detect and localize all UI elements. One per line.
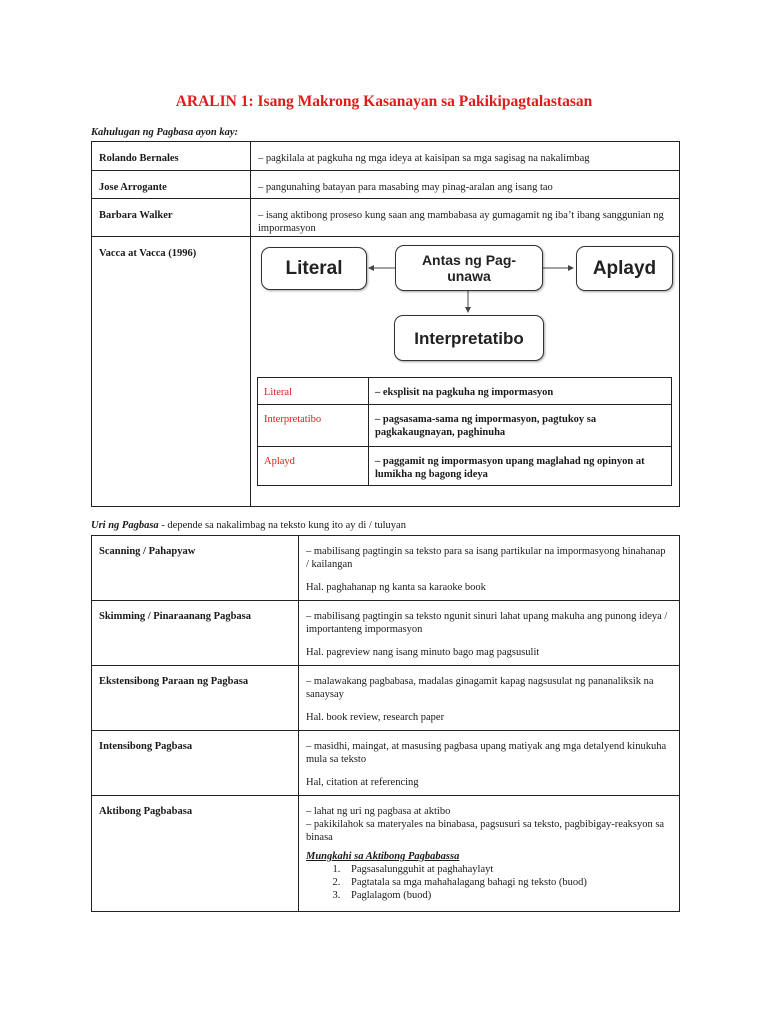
reading-type-name: Skimming / Pinaraanang Pagbasa	[92, 601, 299, 666]
list-item: 3. Paglalagom (buod)	[343, 889, 671, 902]
diagram-box-center: Antas ng Pag-unawa	[395, 245, 543, 291]
table-row	[92, 796, 680, 912]
reading-type-desc	[299, 666, 680, 731]
description: – malawakang pagbabasa, madalas ginagamit kapag nagsusulat ng pananaliksik na sanaysay	[306, 676, 654, 700]
example: Hal, citation at referencing	[306, 777, 419, 788]
table-row	[92, 142, 680, 171]
description-line-1: – lahat ng uri ng pagbasa at aktibo	[306, 806, 451, 817]
section1-caption: Kahulugan ng Pagbasa ayon kay:	[91, 127, 239, 138]
level-desc: – pagsasama-sama ng impormasyon, pagtukoy sa pagkakaugnayan, paghinuha	[369, 405, 672, 447]
table-row	[92, 731, 680, 796]
reading-type-desc	[299, 536, 680, 601]
reading-types-table	[91, 535, 680, 912]
table-row	[92, 199, 680, 237]
list-item: 2. Pagtatala sa mga mahahalagang bahagi ng teksto (buod)	[343, 876, 671, 889]
reading-type-name: Ekstensibong Paraan ng Pagbasa	[92, 666, 299, 731]
definition-text: – isang aktibong proseso kung saan ang mambabasa ay gumagamit ng iba’t ibang sanggunian ng impormasyon	[251, 199, 680, 237]
level-label: Literal	[258, 378, 369, 405]
section2-caption-rest: - depende sa nakalimbag na teksto kung ito ay di / tuluyan	[158, 520, 406, 531]
definition-text: – pagkilala at pagkuha ng mga ideya at kaisipan sa mga sagisag na nakalimbag	[251, 142, 680, 171]
table-row	[258, 378, 672, 405]
definitions-table	[91, 141, 680, 507]
diagram-cell	[251, 237, 680, 507]
comprehension-diagram	[251, 237, 679, 487]
author-name: Barbara Walker	[92, 199, 251, 237]
description: – mabilisang pagtingin sa teksto para sa isang partikular na impormasyong hinahanap / kailangan	[306, 546, 666, 570]
level-desc: – eksplisit na pagkuha ng impormasyon	[369, 378, 672, 405]
reading-type-name: Scanning / Pahapyaw	[92, 536, 299, 601]
example: Hal. pagreview nang isang minuto bago mag pagsusulit	[306, 647, 540, 658]
reading-type-desc	[299, 601, 680, 666]
description: – masidhi, maingat, at masusing pagbasa upang matiyak ang mga detalyend kinukuha mula sa teksto	[306, 741, 667, 765]
reading-type-desc	[299, 731, 680, 796]
suggestions-list	[306, 863, 671, 902]
description-line-2: – pakikilahok sa materyales na binabasa, pagsusuri sa teksto, pagbibigay-reaksyon sa binasa	[306, 819, 665, 843]
example: Hal. paghahanap ng kanta sa karaoke book	[306, 582, 486, 593]
table-row	[92, 601, 680, 666]
diagram-box-interpretatibo: Interpretatibo	[394, 315, 544, 361]
diagram-box-aplayd: Aplayd	[576, 246, 673, 291]
description: – mabilisang pagtingin sa teksto ngunit sinuri lahat upang makuha ang punong ideya / importanteng impormasyon	[306, 611, 668, 635]
table-row	[92, 666, 680, 731]
level-label: Interpretatibo	[258, 405, 369, 447]
table-row	[92, 536, 680, 601]
level-desc: – paggamit ng impormasyon upang maglahad ng opinyon at lumikha ng bagong ideya	[369, 447, 672, 486]
author-name: Vacca at Vacca (1996)	[92, 237, 251, 507]
list-item: 1. Pagsasalungguhit at paghahaylayt	[343, 863, 671, 876]
reading-type-name: Aktibong Pagbabasa	[92, 796, 299, 912]
author-name: Jose Arrogante	[92, 171, 251, 199]
definition-text: – pangunahing batayan para masabing may pinag-aralan ang isang tao	[251, 171, 680, 199]
table-row	[92, 237, 680, 507]
diagram-box-literal: Literal	[261, 247, 367, 290]
levels-table	[257, 377, 672, 486]
suggestions-heading: Mungkahi sa Aktibong Pagbabassa	[306, 851, 460, 862]
level-label: Aplayd	[258, 447, 369, 486]
section2-caption	[91, 520, 406, 531]
table-row	[92, 171, 680, 199]
reading-type-desc	[299, 796, 680, 912]
reading-type-name: Intensibong Pagbasa	[92, 731, 299, 796]
table-row	[258, 447, 672, 486]
page-title: ARALIN 1: Isang Makrong Kasanayan sa Pakikipagtalastasan	[175, 93, 593, 110]
author-name: Rolando Bernales	[92, 142, 251, 171]
section2-caption-title: Uri ng Pagbasa	[91, 520, 159, 531]
table-row	[258, 405, 672, 447]
example: Hal. book review, research paper	[306, 712, 445, 723]
